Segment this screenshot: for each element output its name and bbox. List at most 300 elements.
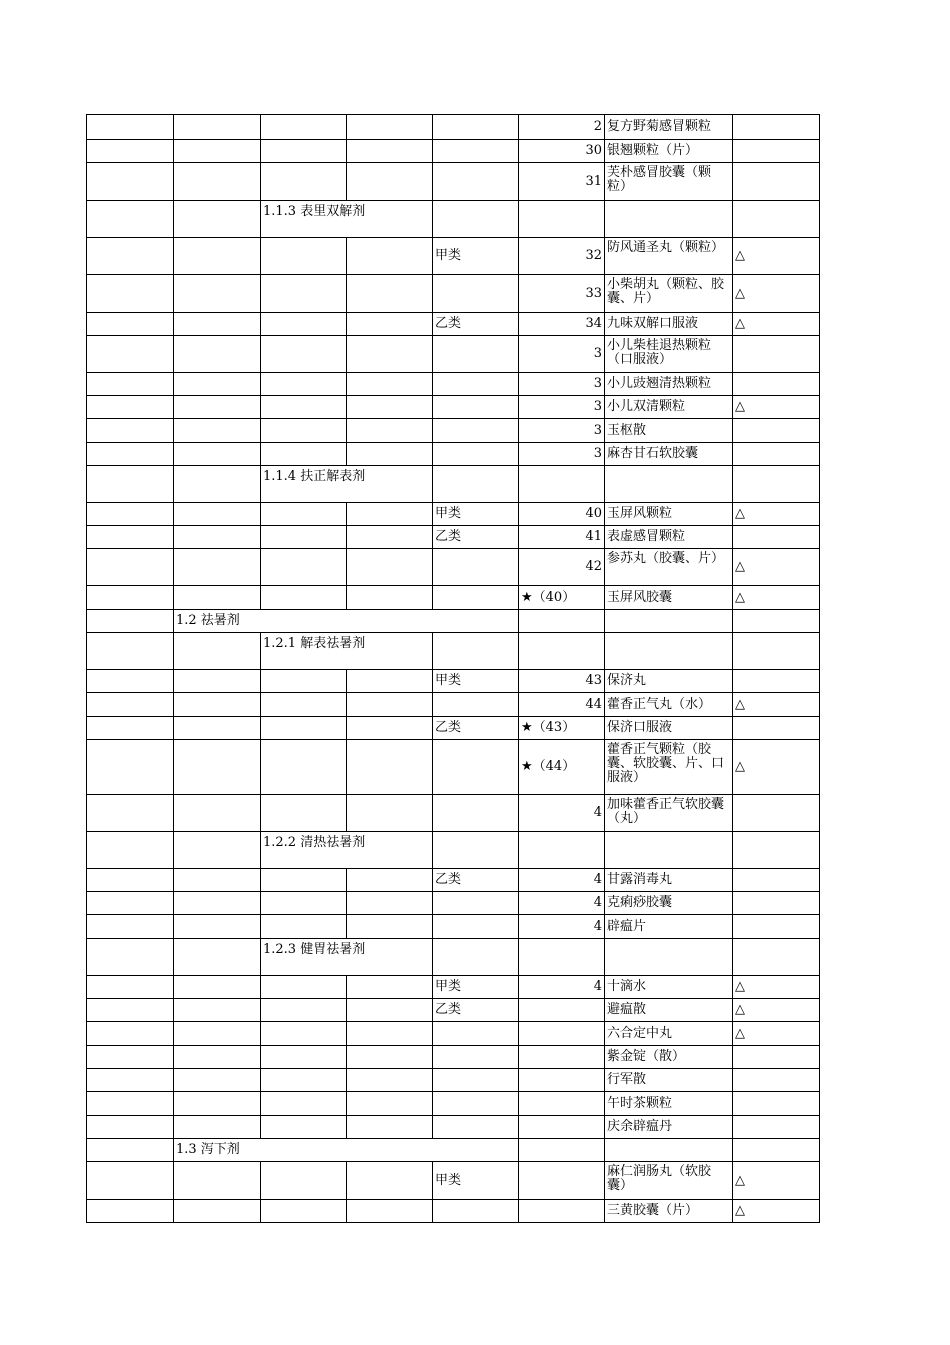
drug-row (87, 976, 820, 999)
empty-cell (347, 313, 433, 336)
empty-cell (261, 526, 347, 549)
drug-row (87, 115, 820, 140)
empty-cell (347, 396, 433, 419)
drug-number-cell: 3 (519, 373, 605, 396)
empty-cell (347, 740, 433, 795)
empty-cell (174, 832, 261, 869)
mark-cell (733, 795, 820, 832)
drug-row (87, 1022, 820, 1046)
empty-cell (174, 939, 261, 976)
drug-name-cell: 参苏丸（胶囊、片） (605, 549, 733, 586)
drug-name-cell: 甘露消毒丸 (605, 869, 733, 892)
empty-cell (87, 1200, 174, 1223)
subsection-row (87, 466, 820, 503)
empty-cell (87, 1162, 174, 1200)
empty-cell (519, 466, 605, 503)
mark-cell (733, 1116, 820, 1139)
drug-number-cell (519, 1116, 605, 1139)
drug-name-cell: 小儿柴桂退热颗粒（口服液） (605, 336, 733, 373)
empty-cell (347, 1022, 433, 1046)
grade-cell (433, 549, 519, 586)
drug-catalog-body (87, 115, 820, 1223)
empty-cell (87, 717, 174, 740)
grade-cell (433, 693, 519, 717)
empty-cell (261, 869, 347, 892)
empty-cell (174, 693, 261, 717)
drug-number-cell (519, 1162, 605, 1200)
empty-cell (174, 1116, 261, 1139)
empty-cell (261, 503, 347, 526)
empty-cell (174, 396, 261, 419)
empty-cell (519, 201, 605, 238)
mark-cell: △ (733, 396, 820, 419)
empty-cell (261, 670, 347, 693)
empty-cell (433, 939, 519, 976)
drug-row (87, 740, 820, 795)
empty-cell (261, 1046, 347, 1069)
mark-cell (733, 1046, 820, 1069)
drug-number-cell: ★（44） (519, 740, 605, 795)
empty-cell (87, 915, 174, 939)
drug-row (87, 915, 820, 939)
grade-cell: 甲类 (433, 503, 519, 526)
empty-cell (87, 526, 174, 549)
empty-cell (261, 999, 347, 1022)
empty-cell (87, 670, 174, 693)
drug-number-cell: 4 (519, 976, 605, 999)
drug-name-cell: 藿香正气颗粒（胶囊、软胶囊、片、口服液） (605, 740, 733, 795)
empty-cell (174, 717, 261, 740)
drug-row (87, 1116, 820, 1139)
drug-number-cell: 32 (519, 238, 605, 275)
empty-cell (347, 892, 433, 915)
drug-name-cell: 克痢痧胶囊 (605, 892, 733, 915)
empty-cell (261, 419, 347, 443)
empty-cell (733, 1139, 820, 1162)
drug-name-cell: 十滴水 (605, 976, 733, 999)
mark-cell (733, 717, 820, 740)
empty-cell (347, 1069, 433, 1092)
drug-number-cell (519, 1200, 605, 1223)
empty-cell (347, 336, 433, 373)
empty-cell (174, 1022, 261, 1046)
drug-number-cell (519, 1069, 605, 1092)
empty-cell (87, 163, 174, 201)
drug-name-cell: 保济口服液 (605, 717, 733, 740)
grade-cell: 甲类 (433, 976, 519, 999)
empty-cell (519, 832, 605, 869)
grade-cell (433, 1069, 519, 1092)
mark-cell: △ (733, 740, 820, 795)
empty-cell (347, 140, 433, 163)
drug-row (87, 549, 820, 586)
empty-cell (347, 976, 433, 999)
drug-name-cell: 辟瘟片 (605, 915, 733, 939)
empty-cell (174, 1046, 261, 1069)
drug-name-cell: 防风通圣丸（颗粒） (605, 238, 733, 275)
empty-cell (733, 610, 820, 633)
grade-cell (433, 1116, 519, 1139)
empty-cell (87, 238, 174, 275)
empty-cell (347, 1116, 433, 1139)
drug-row (87, 1069, 820, 1092)
empty-cell (605, 201, 733, 238)
empty-cell (87, 795, 174, 832)
drug-number-cell: 43 (519, 670, 605, 693)
empty-cell (261, 373, 347, 396)
empty-cell (87, 275, 174, 313)
empty-cell (174, 419, 261, 443)
drug-row (87, 1162, 820, 1200)
grade-cell: 乙类 (433, 526, 519, 549)
empty-cell (174, 1069, 261, 1092)
section-row (87, 610, 820, 633)
section-row (87, 1139, 820, 1162)
grade-cell (433, 1022, 519, 1046)
drug-number-cell: 40 (519, 503, 605, 526)
empty-cell (174, 740, 261, 795)
drug-number-cell (519, 1092, 605, 1116)
drug-row (87, 1046, 820, 1069)
empty-cell (174, 915, 261, 939)
empty-cell (87, 140, 174, 163)
empty-cell (347, 549, 433, 586)
empty-cell (347, 999, 433, 1022)
drug-row (87, 795, 820, 832)
grade-cell (433, 795, 519, 832)
empty-cell (605, 633, 733, 670)
drug-number-cell: 34 (519, 313, 605, 336)
empty-cell (261, 976, 347, 999)
empty-cell (261, 238, 347, 275)
drug-row (87, 238, 820, 275)
grade-cell (433, 1046, 519, 1069)
empty-cell (347, 163, 433, 201)
drug-number-cell: 3 (519, 419, 605, 443)
subsection-label: 1.2.2 清热祛暑剂 (261, 832, 433, 869)
empty-cell (347, 373, 433, 396)
drug-row (87, 336, 820, 373)
drug-name-cell: 小儿双清颗粒 (605, 396, 733, 419)
drug-name-cell: 紫金锭（散） (605, 1046, 733, 1069)
empty-cell (347, 795, 433, 832)
drug-row (87, 717, 820, 740)
mark-cell: △ (733, 693, 820, 717)
empty-cell (261, 443, 347, 466)
mark-cell: △ (733, 549, 820, 586)
empty-cell (519, 633, 605, 670)
mark-cell: △ (733, 1022, 820, 1046)
empty-cell (87, 201, 174, 238)
drug-row (87, 1200, 820, 1223)
empty-cell (174, 373, 261, 396)
empty-cell (87, 549, 174, 586)
mark-cell (733, 373, 820, 396)
drug-name-cell: 表虚感冒颗粒 (605, 526, 733, 549)
grade-cell (433, 586, 519, 610)
empty-cell (733, 832, 820, 869)
mark-cell: △ (733, 586, 820, 610)
drug-name-cell: 玉屏风胶囊 (605, 586, 733, 610)
grade-cell (433, 163, 519, 201)
empty-cell (433, 832, 519, 869)
empty-cell (87, 313, 174, 336)
empty-cell (347, 1092, 433, 1116)
empty-cell (261, 1116, 347, 1139)
empty-cell (733, 939, 820, 976)
empty-cell (174, 999, 261, 1022)
mark-cell (733, 1092, 820, 1116)
subsection-row (87, 633, 820, 670)
drug-number-cell: ★（40） (519, 586, 605, 610)
empty-cell (87, 740, 174, 795)
drug-row (87, 443, 820, 466)
empty-cell (174, 275, 261, 313)
grade-cell: 乙类 (433, 999, 519, 1022)
drug-number-cell: 33 (519, 275, 605, 313)
empty-cell (605, 610, 733, 633)
subsection-label: 1.1.4 扶正解表剂 (261, 466, 433, 503)
empty-cell (605, 466, 733, 503)
drug-number-cell: 4 (519, 869, 605, 892)
empty-cell (174, 466, 261, 503)
grade-cell: 甲类 (433, 1162, 519, 1200)
empty-cell (87, 1069, 174, 1092)
drug-name-cell: 麻杏甘石软胶囊 (605, 443, 733, 466)
drug-number-cell: 41 (519, 526, 605, 549)
empty-cell (261, 549, 347, 586)
empty-cell (87, 443, 174, 466)
empty-cell (733, 633, 820, 670)
empty-cell (87, 396, 174, 419)
drug-row (87, 869, 820, 892)
drug-number-cell: 4 (519, 795, 605, 832)
empty-cell (87, 1116, 174, 1139)
drug-number-cell: 4 (519, 915, 605, 939)
section-label: 1.3 泻下剂 (174, 1139, 519, 1162)
section-label: 1.2 祛暑剂 (174, 610, 519, 633)
empty-cell (174, 869, 261, 892)
empty-cell (174, 443, 261, 466)
empty-cell (347, 1046, 433, 1069)
subsection-label: 1.1.3 表里双解剂 (261, 201, 433, 238)
drug-number-cell (519, 1022, 605, 1046)
mark-cell: △ (733, 1162, 820, 1200)
drug-row (87, 163, 820, 201)
empty-cell (347, 1162, 433, 1200)
empty-cell (605, 939, 733, 976)
drug-row (87, 275, 820, 313)
grade-cell (433, 419, 519, 443)
empty-cell (519, 939, 605, 976)
mark-cell: △ (733, 503, 820, 526)
drug-row (87, 526, 820, 549)
empty-cell (261, 140, 347, 163)
subsection-label: 1.2.3 健胃祛暑剂 (261, 939, 433, 976)
empty-cell (433, 201, 519, 238)
drug-row (87, 396, 820, 419)
empty-cell (261, 795, 347, 832)
empty-cell (347, 586, 433, 610)
drug-name-cell: 玉枢散 (605, 419, 733, 443)
empty-cell (261, 1022, 347, 1046)
empty-cell (605, 1139, 733, 1162)
drug-number-cell (519, 999, 605, 1022)
empty-cell (174, 1200, 261, 1223)
mark-cell (733, 1069, 820, 1092)
empty-cell (347, 115, 433, 140)
drug-number-cell: 3 (519, 443, 605, 466)
mark-cell (733, 115, 820, 140)
drug-name-cell: 六合定中丸 (605, 1022, 733, 1046)
mark-cell (733, 892, 820, 915)
empty-cell (87, 419, 174, 443)
empty-cell (347, 1200, 433, 1223)
empty-cell (519, 1139, 605, 1162)
empty-cell (174, 503, 261, 526)
grade-cell: 甲类 (433, 238, 519, 275)
mark-cell (733, 163, 820, 201)
empty-cell (261, 717, 347, 740)
empty-cell (174, 238, 261, 275)
empty-cell (87, 1092, 174, 1116)
grade-cell (433, 915, 519, 939)
mark-cell (733, 915, 820, 939)
mark-cell: △ (733, 238, 820, 275)
drug-number-cell (519, 1046, 605, 1069)
drug-name-cell: 小柴胡丸（颗粒、胶囊、片） (605, 275, 733, 313)
empty-cell (87, 892, 174, 915)
grade-cell (433, 140, 519, 163)
empty-cell (87, 503, 174, 526)
drug-number-cell: 31 (519, 163, 605, 201)
drug-number-cell: 44 (519, 693, 605, 717)
empty-cell (261, 1092, 347, 1116)
empty-cell (87, 336, 174, 373)
drug-name-cell: 九味双解口服液 (605, 313, 733, 336)
drug-row (87, 373, 820, 396)
drug-number-cell: ★（43） (519, 717, 605, 740)
empty-cell (174, 336, 261, 373)
mark-cell: △ (733, 313, 820, 336)
empty-cell (261, 336, 347, 373)
drug-row (87, 313, 820, 336)
empty-cell (87, 976, 174, 999)
empty-cell (174, 976, 261, 999)
subsection-row (87, 201, 820, 238)
grade-cell (433, 115, 519, 140)
drug-row (87, 1092, 820, 1116)
grade-cell: 乙类 (433, 313, 519, 336)
empty-cell (174, 549, 261, 586)
mark-cell (733, 526, 820, 549)
drug-name-cell: 午时茶颗粒 (605, 1092, 733, 1116)
mark-cell: △ (733, 275, 820, 313)
empty-cell (261, 892, 347, 915)
empty-cell (87, 633, 174, 670)
drug-name-cell: 行军散 (605, 1069, 733, 1092)
mark-cell: △ (733, 1200, 820, 1223)
drug-row (87, 693, 820, 717)
empty-cell (347, 238, 433, 275)
grade-cell (433, 892, 519, 915)
empty-cell (87, 1046, 174, 1069)
empty-cell (733, 201, 820, 238)
drug-name-cell: 庆余辟瘟丹 (605, 1116, 733, 1139)
empty-cell (87, 1139, 174, 1162)
drug-row (87, 503, 820, 526)
mark-cell: △ (733, 976, 820, 999)
drug-row (87, 892, 820, 915)
empty-cell (87, 869, 174, 892)
empty-cell (347, 526, 433, 549)
empty-cell (261, 313, 347, 336)
subsection-row (87, 832, 820, 869)
empty-cell (174, 1162, 261, 1200)
empty-cell (174, 795, 261, 832)
empty-cell (174, 115, 261, 140)
drug-name-cell: 芙朴感冒胶囊（颗粒） (605, 163, 733, 201)
grade-cell: 乙类 (433, 717, 519, 740)
drug-name-cell: 复方野菊感冒颗粒 (605, 115, 733, 140)
grade-cell (433, 1092, 519, 1116)
mark-cell (733, 869, 820, 892)
empty-cell (174, 526, 261, 549)
drug-number-cell: 30 (519, 140, 605, 163)
drug-row (87, 586, 820, 610)
drug-name-cell: 麻仁润肠丸（软胶囊） (605, 1162, 733, 1200)
empty-cell (261, 915, 347, 939)
empty-cell (261, 1162, 347, 1200)
empty-cell (87, 586, 174, 610)
drug-number-cell: 3 (519, 396, 605, 419)
empty-cell (174, 1092, 261, 1116)
empty-cell (174, 892, 261, 915)
empty-cell (347, 915, 433, 939)
drug-row (87, 140, 820, 163)
empty-cell (261, 275, 347, 313)
empty-cell (347, 717, 433, 740)
empty-cell (347, 419, 433, 443)
drug-name-cell: 小儿豉翘清热颗粒 (605, 373, 733, 396)
mark-cell (733, 336, 820, 373)
empty-cell (174, 163, 261, 201)
empty-cell (733, 466, 820, 503)
empty-cell (261, 693, 347, 717)
drug-number-cell: 3 (519, 336, 605, 373)
grade-cell (433, 443, 519, 466)
empty-cell (261, 1200, 347, 1223)
drug-number-cell: 4 (519, 892, 605, 915)
empty-cell (261, 115, 347, 140)
empty-cell (87, 693, 174, 717)
grade-cell (433, 336, 519, 373)
drug-number-cell: 2 (519, 115, 605, 140)
drug-name-cell: 银翘颗粒（片） (605, 140, 733, 163)
empty-cell (347, 503, 433, 526)
subsection-label: 1.2.1 解表祛暑剂 (261, 633, 433, 670)
grade-cell (433, 1200, 519, 1223)
grade-cell (433, 396, 519, 419)
empty-cell (174, 670, 261, 693)
empty-cell (174, 201, 261, 238)
empty-cell (347, 670, 433, 693)
mark-cell (733, 140, 820, 163)
empty-cell (347, 275, 433, 313)
empty-cell (87, 1022, 174, 1046)
drug-number-cell: 42 (519, 549, 605, 586)
empty-cell (347, 443, 433, 466)
